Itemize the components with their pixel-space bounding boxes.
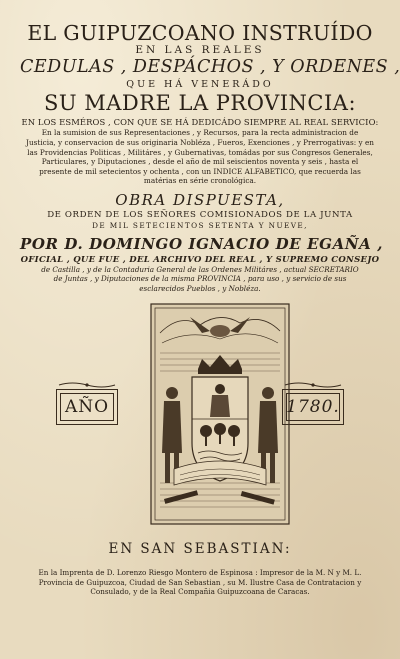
title-line-4: QUE HÁ VENERÁDO <box>126 79 274 91</box>
coat-of-arms-engraving-icon <box>150 303 290 525</box>
ornament-icon <box>283 382 343 388</box>
subtitle: EN LOS ESMÉROS , CON QUE SE HÁ DEDICÁDO SIEMPRE AL REAL SERVICIO: <box>21 117 379 128</box>
author-name: POR D. DOMINGO IGNACIO DE EGAÑA , <box>20 235 384 254</box>
title-line-3: CEDULAS , DESPÁCHOS , Y ORDENES , <box>20 57 400 78</box>
work-heading: OBRA DISPUESTA, <box>115 191 285 210</box>
year-label: AÑO <box>64 396 110 417</box>
frontispiece-area <box>20 303 380 528</box>
year-value: 1780. <box>286 396 340 417</box>
ornament-icon <box>57 382 117 388</box>
work-line-2: DE MIL SETECIENTOS SETENTA Y NUEVE, <box>92 220 308 230</box>
work-line-1: DE ORDEN DE LOS SEÑORES COMISIONADOS DE LA JUNTA <box>47 210 353 221</box>
author-details: de Castilla , y de la Contaduria General de las Ordenes Militáres , actual SECRETARIO de Juntas , y Diputaciones de la misma PROVINCIA , para uso , y servicio de sus esclarecidos Pueblos , y Nobléza. <box>41 264 359 293</box>
title-line-2: EN LAS REALES <box>135 44 265 57</box>
author-role: OFICIAL , QUE FUE , DEL ARCHIVO DEL REAL , Y SUPREMO CONSEJO <box>20 254 380 265</box>
description: En la sumision de sus Representaciones , y Recursos, para la recta administracion de Justicia, y conservacion de sus originaria Nobléza , Fueros, Exenciones , y Prerrogativas: y en las Providencias Politicas , Militáres , y Gubernativas, tomádas por sus Congresos Generales, Particulares, y Diputaciones , desde el año de mil seiscientos noventa y seis , hasta el presente de mil setecientos y ochenta , con un INDICE ALFABETICO, que recuerda las matérias en série cronológica. <box>26 128 374 186</box>
imprint: En la Imprenta de D. Lorenzo Riesgo Montero de Espinosa : Impresor de la M. N y M. L. Provincia de Guipuzcoa, Ciudad de San Sebastian , su M. Ilustre Casa de Contratacion y Consulado, y de la Real Compañia Guipuzcoana de Caracas. <box>38 568 362 597</box>
place-of-publication: EN SAN SEBASTIAN: <box>108 540 292 557</box>
year-value-cartouche <box>282 389 344 425</box>
title-line-1: EL GUIPUZCOANO INSTRUÍDO <box>27 21 373 45</box>
year-label-cartouche <box>56 389 118 425</box>
title-line-5: SU MADRE LA PROVINCIA: <box>43 90 357 115</box>
